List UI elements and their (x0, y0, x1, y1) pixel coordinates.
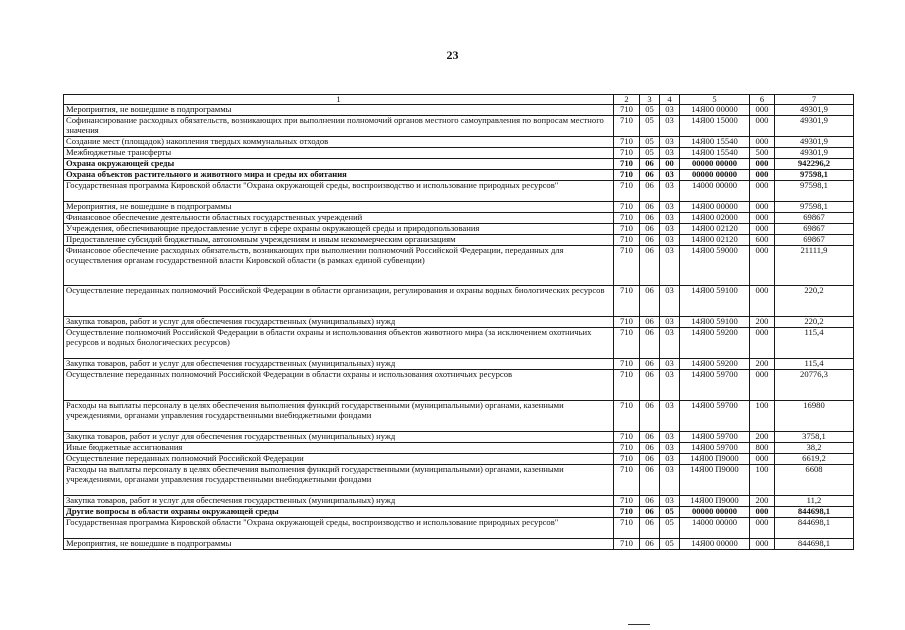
cell-expense-type: 000 (750, 507, 775, 518)
cell-name: Межбюджетные трансферты (64, 148, 614, 159)
cell-expense-type: 000 (750, 116, 775, 137)
table-row (64, 518, 854, 539)
cell-amount: 97598,1 (775, 170, 854, 181)
cell-name: Закупка товаров, работ и услуг для обеспечения государственных (муниципальных) нужд (64, 359, 614, 370)
cell-section-code: 06 (640, 370, 660, 401)
cell-section-code: 06 (640, 202, 660, 213)
cell-amount: 49301,9 (775, 116, 854, 137)
cell-section-code: 06 (640, 496, 660, 507)
cell-expense-type: 200 (750, 359, 775, 370)
cell-subsection-code: 03 (660, 213, 680, 224)
table-row (64, 359, 854, 370)
cell-expense-type: 000 (750, 454, 775, 465)
table-row (64, 137, 854, 148)
cell-amount: 16980 (775, 401, 854, 432)
cell-section-code: 06 (640, 317, 660, 328)
table-body (64, 95, 854, 550)
cell-name: Осуществление переданных полномочий Российской Федерации в области охраны и использования охотничьих ресурсов (64, 370, 614, 401)
cell-subsection-code: 05 (660, 539, 680, 550)
cell-target-article: 14Я00 15000 (680, 116, 750, 137)
column-header-name: 1 (64, 95, 614, 105)
cell-ministry-code: 710 (614, 181, 640, 202)
cell-subsection-code: 00 (660, 159, 680, 170)
cell-section-code: 06 (640, 159, 660, 170)
cell-name: Охрана объектов растительного и животного мира и среды их обитания (64, 170, 614, 181)
cell-amount: 69867 (775, 224, 854, 235)
cell-target-article: 14Я00 00000 (680, 105, 750, 116)
cell-amount: 844698,1 (775, 518, 854, 539)
cell-amount: 3758,1 (775, 432, 854, 443)
cell-ministry-code: 710 (614, 159, 640, 170)
cell-expense-type: 000 (750, 518, 775, 539)
column-header-amount: 7 (775, 95, 854, 105)
table-row (64, 432, 854, 443)
cell-name: Охрана окружающей среды (64, 159, 614, 170)
cell-amount: 844698,1 (775, 539, 854, 550)
cell-subsection-code: 03 (660, 202, 680, 213)
cell-name: Расходы на выплаты персоналу в целях обеспечения выполнения функций государственными (муниципальными) органами, казенными учреждениями, органами управления государственными внебюджетными фондами (64, 465, 614, 496)
cell-target-article: 14Я00 59700 (680, 432, 750, 443)
cell-subsection-code: 03 (660, 170, 680, 181)
cell-target-article: 00000 00000 (680, 170, 750, 181)
cell-subsection-code: 03 (660, 116, 680, 137)
cell-name: Закупка товаров, работ и услуг для обеспечения государственных (муниципальных) нужд (64, 317, 614, 328)
cell-target-article: 14Я00 59100 (680, 317, 750, 328)
cell-target-article: 00000 00000 (680, 507, 750, 518)
cell-target-article: 14Я00 П9000 (680, 454, 750, 465)
cell-name: Создание мест (площадок) накопления твердых коммунальных отходов (64, 137, 614, 148)
cell-ministry-code: 710 (614, 170, 640, 181)
cell-section-code: 06 (640, 328, 660, 359)
table-row (64, 202, 854, 213)
table-row (64, 286, 854, 317)
cell-section-code: 05 (640, 105, 660, 116)
cell-name: Мероприятия, не вошедшие в подпрограммы (64, 202, 614, 213)
cell-name: Иные бюджетные ассигнования (64, 443, 614, 454)
cell-name: Финансовое обеспечение деятельности областных государственных учреждений (64, 213, 614, 224)
cell-amount: 220,2 (775, 286, 854, 317)
cell-amount: 844698,1 (775, 507, 854, 518)
column-header-target-article: 5 (680, 95, 750, 105)
cell-section-code: 06 (640, 507, 660, 518)
header-row (64, 95, 854, 105)
cell-ministry-code: 710 (614, 213, 640, 224)
cell-name: Осуществление переданных полномочий Российской Федерации в области организации, регулирования и охраны водных биологических ресурсов (64, 286, 614, 317)
cell-name: Мероприятия, не вошедшие в подпрограммы (64, 105, 614, 116)
cell-name: Предоставление субсидий бюджетным, автономным учреждениям и иным некоммерческим организациям (64, 235, 614, 246)
cell-section-code: 06 (640, 465, 660, 496)
cell-expense-type: 100 (750, 465, 775, 496)
cell-ministry-code: 710 (614, 370, 640, 401)
cell-name: Государственная программа Кировской области "Охрана окружающей среды, воспроизводство и использование природных ресурсов" (64, 518, 614, 539)
cell-section-code: 06 (640, 235, 660, 246)
cell-amount: 97598,1 (775, 181, 854, 202)
cell-ministry-code: 710 (614, 539, 640, 550)
cell-expense-type: 000 (750, 370, 775, 401)
cell-amount: 38,2 (775, 443, 854, 454)
cell-section-code: 06 (640, 432, 660, 443)
table-row (64, 465, 854, 496)
column-header-expense-type: 6 (750, 95, 775, 105)
cell-amount: 11,2 (775, 496, 854, 507)
cell-name: Учреждения, обеспечивающие предоставление услуг в сфере охраны окружающей среды и природопользования (64, 224, 614, 235)
cell-target-article: 14000 00000 (680, 181, 750, 202)
cell-amount: 220,2 (775, 317, 854, 328)
cell-amount: 49301,9 (775, 148, 854, 159)
cell-target-article: 14Я00 02000 (680, 213, 750, 224)
table-row (64, 235, 854, 246)
table-row (64, 116, 854, 137)
cell-section-code: 06 (640, 246, 660, 286)
cell-amount: 49301,9 (775, 137, 854, 148)
cell-target-article: 14000 00000 (680, 518, 750, 539)
cell-target-article: 14Я00 00000 (680, 202, 750, 213)
cell-section-code: 06 (640, 359, 660, 370)
cell-expense-type: 200 (750, 496, 775, 507)
cell-expense-type: 000 (750, 202, 775, 213)
cell-amount: 69867 (775, 213, 854, 224)
cell-ministry-code: 710 (614, 454, 640, 465)
cell-subsection-code: 03 (660, 137, 680, 148)
cell-name: Расходы на выплаты персоналу в целях обеспечения выполнения функций государственными (муниципальными) органами, казенными учреждениями, органами управления государственными внебюджетными фондами (64, 401, 614, 432)
cell-subsection-code: 03 (660, 224, 680, 235)
table-row (64, 317, 854, 328)
cell-expense-type: 500 (750, 148, 775, 159)
cell-subsection-code: 03 (660, 443, 680, 454)
cell-expense-type: 000 (750, 170, 775, 181)
cell-section-code: 06 (640, 539, 660, 550)
cell-name: Софинансирование расходных обязательств, возникающих при выполнении полномочий органов местного самоуправления по вопросам местного значения (64, 116, 614, 137)
cell-amount: 942296,2 (775, 159, 854, 170)
cell-target-article: 14Я00 59700 (680, 443, 750, 454)
cell-ministry-code: 710 (614, 246, 640, 286)
cell-section-code: 06 (640, 401, 660, 432)
table-row (64, 507, 854, 518)
cell-expense-type: 200 (750, 432, 775, 443)
cell-name: Финансовое обеспечение расходных обязательств, возникающих при выполнении полномочий Российской Федерации, переданных для осуществления органам государственной власти Кировской области (в рамках единой субвенции) (64, 246, 614, 286)
cell-ministry-code: 710 (614, 317, 640, 328)
table-row (64, 454, 854, 465)
page-number: 23 (446, 48, 459, 62)
cell-expense-type: 000 (750, 539, 775, 550)
cell-subsection-code: 03 (660, 370, 680, 401)
cell-amount: 97598,1 (775, 202, 854, 213)
cell-expense-type: 000 (750, 105, 775, 116)
cell-subsection-code: 03 (660, 148, 680, 159)
cell-target-article: 14Я00 59200 (680, 359, 750, 370)
column-header-subsection: 4 (660, 95, 680, 105)
table-row (64, 401, 854, 432)
cell-section-code: 05 (640, 116, 660, 137)
cell-ministry-code: 710 (614, 105, 640, 116)
cell-ministry-code: 710 (614, 443, 640, 454)
cell-subsection-code: 03 (660, 246, 680, 286)
cell-ministry-code: 710 (614, 235, 640, 246)
footer-dash (628, 624, 650, 625)
cell-amount: 69867 (775, 235, 854, 246)
cell-section-code: 06 (640, 454, 660, 465)
table-row (64, 443, 854, 454)
cell-subsection-code: 03 (660, 432, 680, 443)
cell-section-code: 06 (640, 170, 660, 181)
cell-ministry-code: 710 (614, 137, 640, 148)
cell-amount: 21111,9 (775, 246, 854, 286)
cell-ministry-code: 710 (614, 224, 640, 235)
cell-ministry-code: 710 (614, 518, 640, 539)
cell-expense-type: 600 (750, 235, 775, 246)
column-header-section: 3 (640, 95, 660, 105)
cell-section-code: 06 (640, 286, 660, 317)
cell-section-code: 06 (640, 213, 660, 224)
table-row (64, 105, 854, 116)
cell-target-article: 14Я00 59200 (680, 328, 750, 359)
cell-target-article: 14Я00 00000 (680, 539, 750, 550)
cell-expense-type: 000 (750, 246, 775, 286)
cell-subsection-code: 05 (660, 507, 680, 518)
table-row (64, 370, 854, 401)
cell-name: Закупка товаров, работ и услуг для обеспечения государственных (муниципальных) нужд (64, 432, 614, 443)
cell-expense-type: 000 (750, 286, 775, 317)
cell-subsection-code: 03 (660, 496, 680, 507)
cell-subsection-code: 03 (660, 328, 680, 359)
cell-subsection-code: 03 (660, 181, 680, 202)
cell-amount: 20776,3 (775, 370, 854, 401)
cell-subsection-code: 03 (660, 317, 680, 328)
table-row (64, 159, 854, 170)
cell-target-article: 00000 00000 (680, 159, 750, 170)
table-row (64, 224, 854, 235)
table-row (64, 181, 854, 202)
cell-name: Осуществление переданных полномочий Российской Федерации (64, 454, 614, 465)
cell-name: Мероприятия, не вошедшие в подпрограммы (64, 539, 614, 550)
table-row (64, 246, 854, 286)
cell-amount: 115,4 (775, 328, 854, 359)
cell-subsection-code: 03 (660, 454, 680, 465)
cell-ministry-code: 710 (614, 432, 640, 443)
cell-target-article: 14Я00 59700 (680, 370, 750, 401)
cell-expense-type: 000 (750, 137, 775, 148)
cell-ministry-code: 710 (614, 465, 640, 496)
cell-ministry-code: 710 (614, 286, 640, 317)
cell-section-code: 05 (640, 137, 660, 148)
cell-ministry-code: 710 (614, 116, 640, 137)
cell-target-article: 14Я00 П9000 (680, 496, 750, 507)
cell-target-article: 14Я00 59700 (680, 401, 750, 432)
cell-target-article: 14Я00 02120 (680, 224, 750, 235)
cell-target-article: 14Я00 15540 (680, 137, 750, 148)
cell-ministry-code: 710 (614, 496, 640, 507)
cell-target-article: 14Я00 П9000 (680, 465, 750, 496)
table-row (64, 539, 854, 550)
cell-section-code: 06 (640, 181, 660, 202)
cell-name: Государственная программа Кировской области "Охрана окружающей среды, воспроизводство и использование природных ресурсов" (64, 181, 614, 202)
cell-name: Осуществление полномочий Российской Федерации в области охраны и использования объектов животного мира (за исключением охотничьих ресурсов и водных биологических ресурсов) (64, 328, 614, 359)
cell-subsection-code: 03 (660, 286, 680, 317)
cell-name: Закупка товаров, работ и услуг для обеспечения государственных (муниципальных) нужд (64, 496, 614, 507)
cell-target-article: 14Я00 59100 (680, 286, 750, 317)
table-row (64, 213, 854, 224)
cell-ministry-code: 710 (614, 507, 640, 518)
table-row (64, 328, 854, 359)
cell-subsection-code: 03 (660, 105, 680, 116)
cell-expense-type: 800 (750, 443, 775, 454)
cell-expense-type: 100 (750, 401, 775, 432)
budget-table (63, 94, 854, 550)
cell-target-article: 14Я00 15540 (680, 148, 750, 159)
cell-expense-type: 000 (750, 224, 775, 235)
table-row (64, 496, 854, 507)
cell-amount: 115,4 (775, 359, 854, 370)
table-row (64, 170, 854, 181)
cell-ministry-code: 710 (614, 401, 640, 432)
cell-subsection-code: 05 (660, 518, 680, 539)
cell-amount: 49301,9 (775, 105, 854, 116)
cell-expense-type: 000 (750, 213, 775, 224)
cell-ministry-code: 710 (614, 328, 640, 359)
cell-subsection-code: 03 (660, 235, 680, 246)
cell-ministry-code: 710 (614, 148, 640, 159)
cell-expense-type: 200 (750, 317, 775, 328)
table-row (64, 148, 854, 159)
cell-target-article: 14Я00 59000 (680, 246, 750, 286)
cell-amount: 6619,2 (775, 454, 854, 465)
cell-section-code: 06 (640, 518, 660, 539)
cell-section-code: 05 (640, 148, 660, 159)
cell-section-code: 06 (640, 224, 660, 235)
cell-ministry-code: 710 (614, 202, 640, 213)
cell-expense-type: 000 (750, 181, 775, 202)
cell-expense-type: 000 (750, 328, 775, 359)
column-header-ministry: 2 (614, 95, 640, 105)
cell-expense-type: 000 (750, 159, 775, 170)
cell-ministry-code: 710 (614, 359, 640, 370)
cell-subsection-code: 03 (660, 465, 680, 496)
cell-target-article: 14Я00 02120 (680, 235, 750, 246)
cell-amount: 6608 (775, 465, 854, 496)
cell-section-code: 06 (640, 443, 660, 454)
cell-subsection-code: 03 (660, 359, 680, 370)
cell-name: Другие вопросы в области охраны окружающей среды (64, 507, 614, 518)
cell-subsection-code: 03 (660, 401, 680, 432)
